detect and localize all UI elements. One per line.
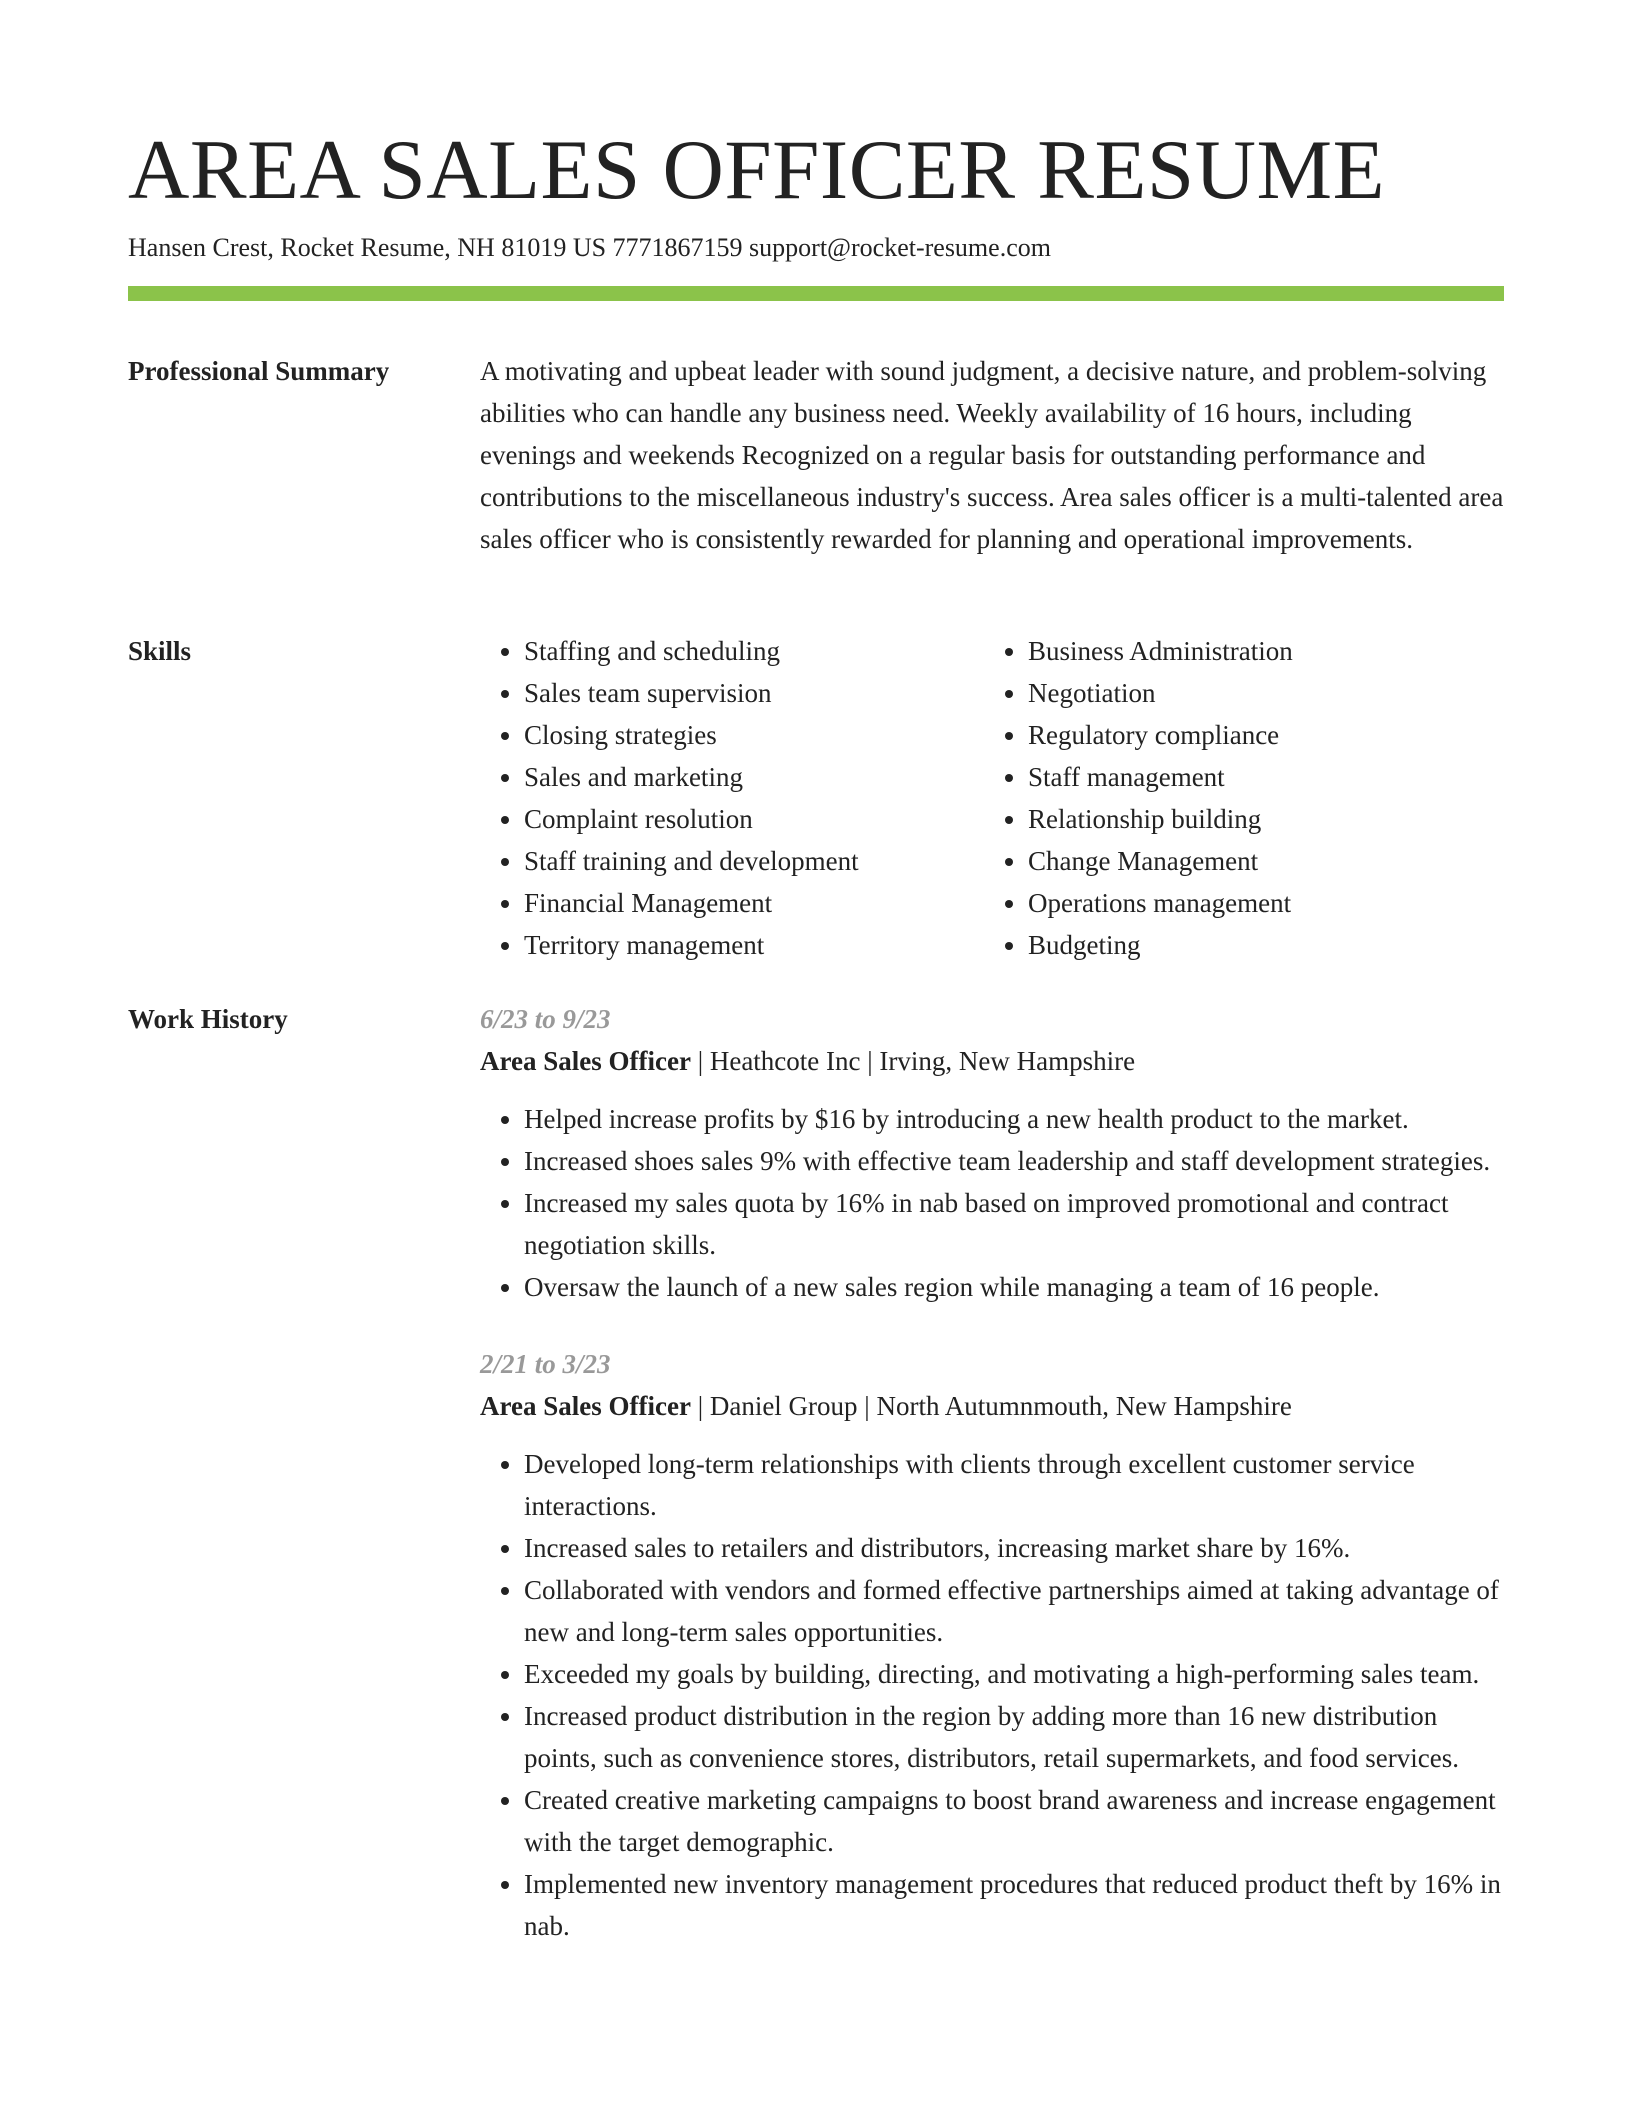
skill-item: • Operations management (1028, 882, 1488, 924)
job-bullet-list (480, 1098, 1504, 1308)
skill-item: • Staff training and development (524, 840, 984, 882)
job-bullet: • Increased my sales quota by 16% in nab based on improved promotional and contract negotiation skills. (524, 1182, 1504, 1266)
job-bullet: • Collaborated with vendors and formed effective partnerships aimed at taking advantage of new and long-term sales opportunities. (524, 1569, 1504, 1653)
summary-text: A motivating and upbeat leader with sound judgment, a decisive nature, and problem-solving abilities who can handle any business need. Weekly availability of 16 hours, including evenings and weekends Recognized on a regular basis for outstanding performance and contributions to the miscellaneous industry's success. Area sales officer is a multi-talented area sales officer who is consistently rewarded for planning and operational improvements. (480, 356, 1504, 554)
job-dates: 2/21 to 3/23 (480, 1349, 611, 1379)
job-bullet: • Increased shoes sales 9% with effective team leadership and staff development strategies. (524, 1140, 1504, 1182)
job-role: Area Sales Officer (480, 1046, 691, 1076)
skills-list-right (984, 630, 1488, 966)
job-bullet: • Exceeded my goals by building, directing, and motivating a high-performing sales team. (524, 1653, 1504, 1695)
work-history-heading: Work History (128, 1004, 288, 1034)
skills-columns (480, 630, 1504, 966)
skill-item: • Territory management (524, 924, 984, 966)
job-entry (480, 1343, 1504, 1947)
job-bullet: • Implemented new inventory management procedures that reduced product theft by 16% in nab. (524, 1863, 1504, 1947)
summary-body (480, 350, 1504, 560)
skills-body (480, 630, 1504, 966)
skill-item: • Sales team supervision (524, 672, 984, 714)
skill-item: • Complaint resolution (524, 798, 984, 840)
job-title-line (480, 1385, 1504, 1427)
job-bullet: • Increased sales to retailers and distributors, increasing market share by 16%. (524, 1527, 1504, 1569)
job-dates: 6/23 to 9/23 (480, 1004, 611, 1034)
summary-heading: Professional Summary (128, 356, 390, 386)
skill-item: • Change Management (1028, 840, 1488, 882)
skill-item: • Business Administration (1028, 630, 1488, 672)
job-company-location: | Heathcote Inc | Irving, New Hampshire (690, 1046, 1136, 1076)
work-history-body (480, 998, 1504, 1947)
skill-item: • Negotiation (1028, 672, 1488, 714)
skill-item: • Staffing and scheduling (524, 630, 984, 672)
job-bullet: • Created creative marketing campaigns to boost brand awareness and increase engagement with the target demographic. (524, 1779, 1504, 1863)
skill-item: • Closing strategies (524, 714, 984, 756)
resume-title: AREA SALES OFFICER RESUME (128, 123, 1386, 217)
job-role: Area Sales Officer (480, 1391, 691, 1421)
job-bullet-list (480, 1443, 1504, 1947)
skills-list-left (480, 630, 984, 966)
skill-item: • Regulatory compliance (1028, 714, 1488, 756)
job-bullet: • Developed long-term relationships with clients through excellent customer service interactions. (524, 1443, 1504, 1527)
skills-heading: Skills (128, 636, 192, 666)
skill-item: • Relationship building (1028, 798, 1488, 840)
contact-info: Hansen Crest, Rocket Resume, NH 81019 US 7771867159 support@rocket-resume.com (128, 233, 1051, 262)
job-bullet: • Oversaw the launch of a new sales region while managing a team of 16 people. (524, 1266, 1504, 1308)
job-title-line (480, 1040, 1504, 1082)
skill-item: • Staff management (1028, 756, 1488, 798)
skill-item: • Sales and marketing (524, 756, 984, 798)
job-company-location: | Daniel Group | North Autumnmouth, New Hampshire (690, 1391, 1292, 1421)
skill-item: • Financial Management (524, 882, 984, 924)
job-entry (480, 998, 1504, 1308)
job-bullet: • Increased product distribution in the region by adding more than 16 new distribution points, such as convenience stores, distributors, retail supermarkets, and food services. (524, 1695, 1504, 1779)
job-bullet: • Helped increase profits by $16 by introducing a new health product to the market. (524, 1098, 1504, 1140)
header-divider-bar (128, 286, 1504, 301)
skill-item: • Budgeting (1028, 924, 1488, 966)
